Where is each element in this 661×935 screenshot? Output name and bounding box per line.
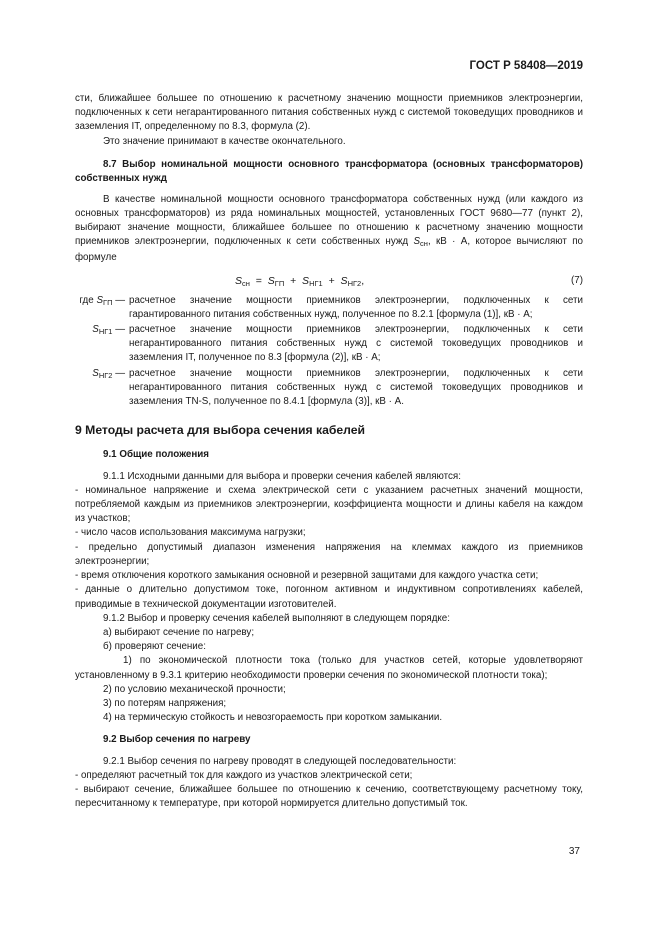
definition-text: расчетное значение мощности приемников электроэнергии, подключенных к сети негарантированного питания собственных нужд с системой токоведущих проводников и заземления TN-S, полученное по 8.4.1 [формула (3)], кВ · А. xyxy=(129,367,583,408)
section-9-2-heading: 9.2 Выбор сечения по нагреву xyxy=(103,734,251,746)
formula-sub-1: ГП xyxy=(274,278,285,288)
list-item: - время отключения короткого замыкания основной и резервной защитами для каждого участка сети; xyxy=(75,570,539,582)
formula-s-term1: S xyxy=(267,274,275,287)
definition-item xyxy=(75,323,583,366)
formula-plus-2: + xyxy=(328,274,335,287)
where-word: где xyxy=(79,294,94,306)
check-item: 1) по экономической плотности тока (только для участков сетей, которые удовлетворяют установленному в 9.3.1 критерию необходимости проверки сечения по экономической плотности тока); xyxy=(75,655,583,681)
definition-item xyxy=(75,367,583,410)
def-sub: НГ2 xyxy=(98,370,113,380)
section-8-7-paragraph xyxy=(75,193,583,266)
intro-paragraph-2: Это значение принимают в качестве окончательного. xyxy=(103,135,346,147)
definition-item xyxy=(75,294,583,322)
definition-symbol xyxy=(75,323,125,366)
check-text: 4) на термическую стойкость и невозгораемость при коротком замыкании. xyxy=(103,712,443,724)
check-text: 2) по условию механической прочности; xyxy=(103,683,286,695)
check-text: 3) по потерям напряжения; xyxy=(103,697,227,709)
def-s: S xyxy=(92,367,99,379)
standard-header: ГОСТ Р 58408—2019 xyxy=(469,60,583,72)
clause-9-1-2: 9.1.2 Выбор и проверку сечения кабелей выполняют в следующем порядке: xyxy=(103,612,450,624)
definition-symbol xyxy=(75,294,125,322)
page-number: 37 xyxy=(568,846,580,857)
page-content xyxy=(75,92,583,811)
formula-sub-3: НГ2 xyxy=(347,278,362,288)
list-item: - определяют расчетный ток для каждого из участков электрической сети; xyxy=(75,769,413,781)
list-item: - данные о длительно допустимом токе, погонном активном и индуктивном сопротивлениях кабелей, приводимые в технической документации изготовителей. xyxy=(75,584,583,610)
check-item xyxy=(75,711,583,725)
def-dash: — xyxy=(115,294,125,306)
formula-s-term3: S xyxy=(340,274,348,287)
section-9-heading: 9 Методы расчета для выбора сечения кабелей xyxy=(75,423,366,438)
paragraph-text: В качестве номинальной мощности основного трансформатора собственных нужд (или каждого из основных трансформаторов) из ряда номинальных мощностей, установленных ГОСТ 9680—77 (пункт 2), выбирают значение мощности, ближайшее большее по отношению к расчетному значению мощности приемников электроэнергии, подключенных к сети собственных нужд xyxy=(75,193,583,248)
definition-text: расчетное значение мощности приемников электроэнергии, подключенных к сети гарантированного питания собственных нужд, полученное по 8.2.1 [формула (1)], кВ · А; xyxy=(129,294,583,320)
formula-s-term2: S xyxy=(302,274,310,287)
clause-9-1-1: 9.1.1 Исходными данными для выбора и проверки сечения кабелей являются: xyxy=(103,470,461,482)
section-9-1-heading: 9.1 Общие положения xyxy=(103,449,210,461)
symbol-subscript: сн xyxy=(420,239,428,249)
definition-text: расчетное значение мощности приемников электроэнергии, подключенных к сети негарантированного питания собственных нужд с системой токоведущих проводников и заземления IT, полученное по 8.3 [формула (2)], кВ · А; xyxy=(129,324,583,364)
def-sub: ГП xyxy=(103,297,113,307)
def-s: S xyxy=(92,324,99,336)
formula-expression xyxy=(235,274,364,291)
formula-number: (7) xyxy=(571,274,583,286)
order-item: а) выбирают сечение по нагреву; xyxy=(103,626,255,638)
intro-paragraph: сти, ближайшее большее по отношению к расчетному значению мощности приемников электроэнергии, подключенных к сети негарантированного питания собственных нужд с системой токоведущих проводников и заземления IT, определенному по 8.3, формула (2). xyxy=(75,93,583,133)
check-item xyxy=(75,683,583,697)
order-item: б) проверяют сечение: xyxy=(103,641,206,653)
definition-symbol xyxy=(75,367,125,410)
symbol-s: S xyxy=(413,236,421,248)
formula-7 xyxy=(75,268,583,294)
list-item: - номинальное напряжение и схема электрической сети с указанием расчетных значений мощности, потребляемой каждым из приемников электроэнергии, коэффициента мощности и длины кабеля на каждом из участков; xyxy=(75,484,583,525)
list-item: - предельно допустимый диапазон изменения напряжения на клеммах каждого из приемников электроэнергии; xyxy=(75,541,583,567)
list-item: - выбирают сечение, ближайшее большее по отношению к сечению, соответствующему расчетному току, пересчитанному к температуре, при которой нормируется длительно допустимый ток. xyxy=(75,783,583,810)
check-item xyxy=(75,697,583,711)
formula-sub-2: НГ1 xyxy=(309,278,323,288)
section-8-7-heading: 8.7 Выбор номинальной мощности основного трансформатора (основных трансформаторов) собственных нужд xyxy=(75,158,583,185)
formula-s-lhs: S xyxy=(235,274,243,287)
def-sub: НГ1 xyxy=(98,327,113,337)
def-dash: — xyxy=(115,367,125,379)
list-item: - число часов использования максимума нагрузки; xyxy=(75,527,306,539)
formula-comma: , xyxy=(361,274,365,287)
clause-9-2-1: 9.2.1 Выбор сечения по нагреву проводят в следующей последовательности: xyxy=(103,755,457,767)
formula-definitions xyxy=(75,294,583,410)
formula-sub-lhs: сн xyxy=(242,278,250,288)
formula-equals: = xyxy=(255,274,262,287)
def-s: S xyxy=(96,294,104,306)
paragraph-text-end: , кВ · А, которое вычисляют по формуле xyxy=(75,236,583,264)
formula-plus-1: + xyxy=(290,274,297,287)
def-dash: — xyxy=(115,324,125,336)
